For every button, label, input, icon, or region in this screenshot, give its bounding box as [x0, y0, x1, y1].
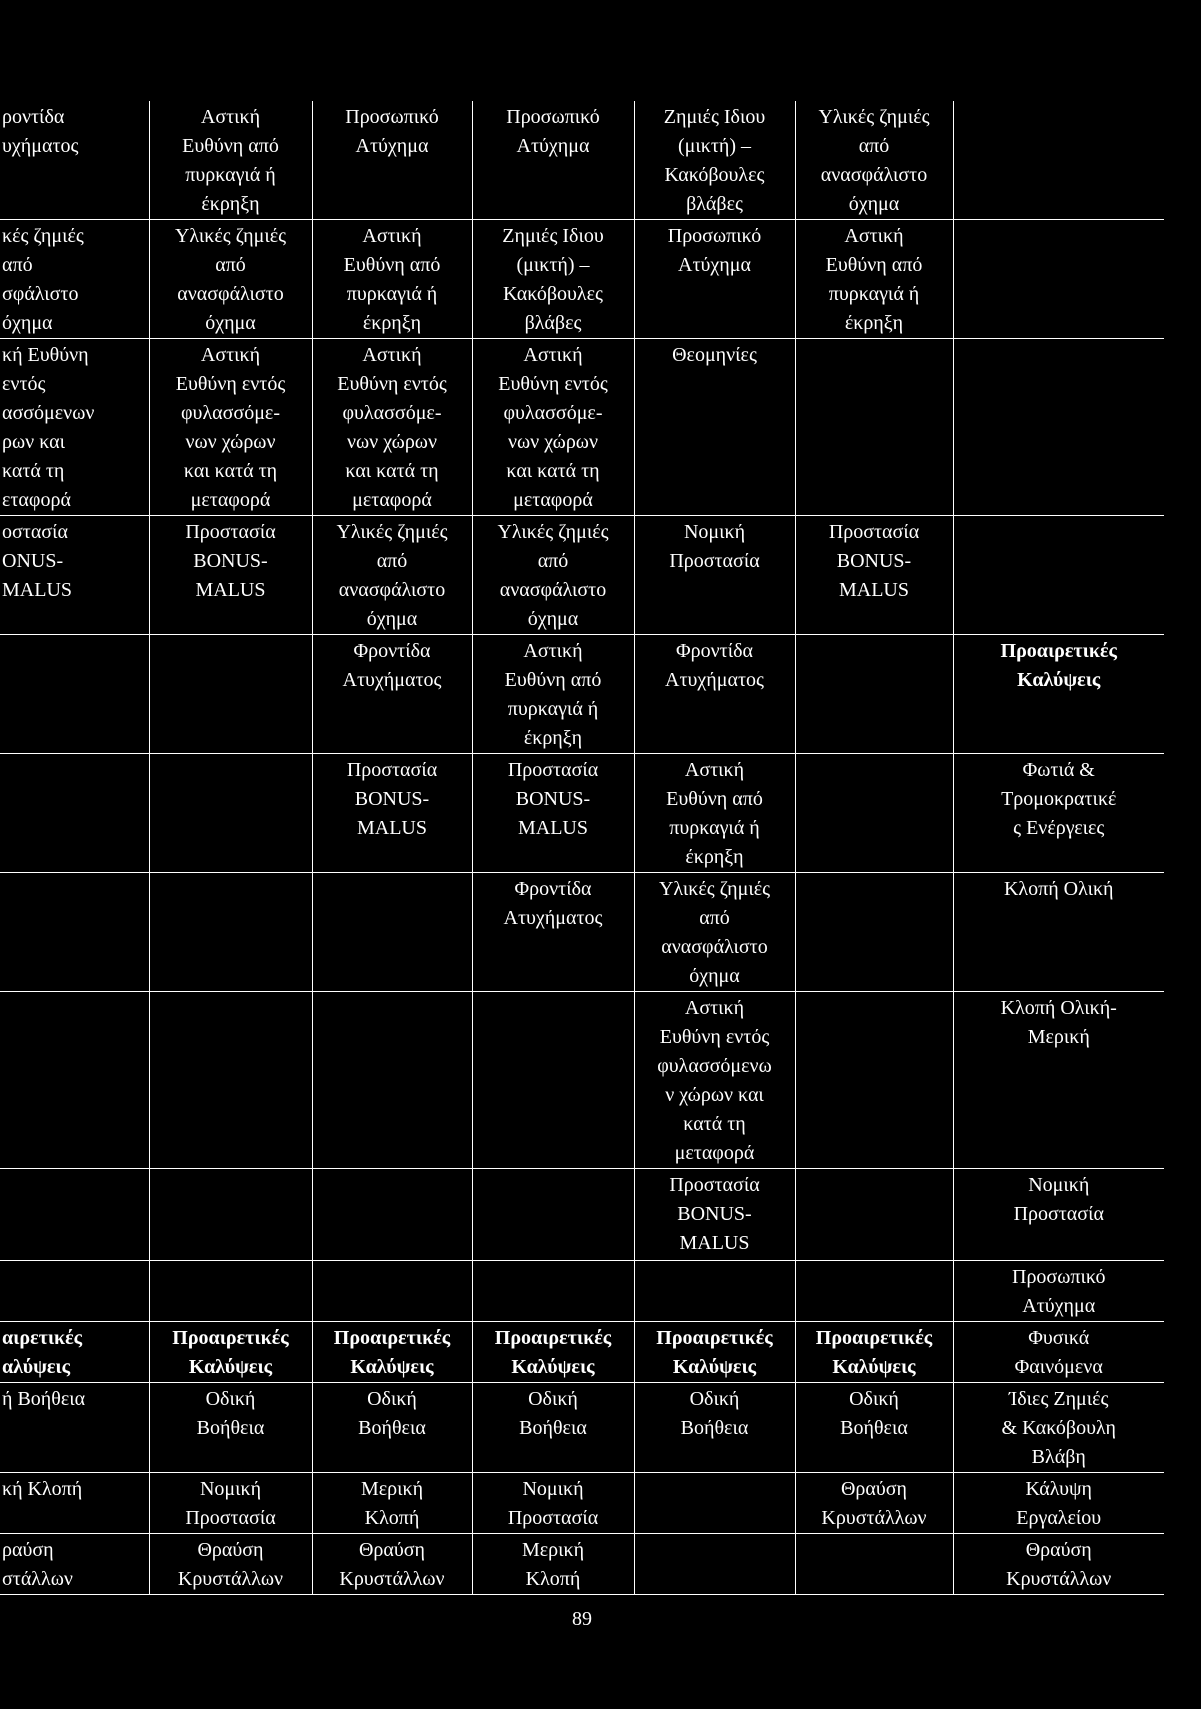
table-cell: Προσωπικό Ατύχημα [634, 220, 795, 339]
table-cell [795, 1169, 953, 1261]
table-cell: Αστική Ευθύνη από πυρκαγιά ή έκρηξη [312, 220, 472, 339]
table-cell [472, 1261, 634, 1322]
table-cell: Θεομηνίες [634, 339, 795, 516]
table-cell: Φροντίδα Ατυχήματος [634, 635, 795, 754]
table-cell: Νομική Προστασία [149, 1473, 312, 1534]
table-cell [953, 220, 1164, 339]
table-cell: Προαιρετικές Καλύψεις [149, 1322, 312, 1383]
table-cell: Αστική Ευθύνη από πυρκαγιά ή έκρηξη [634, 754, 795, 873]
table-cell [795, 754, 953, 873]
table-cell: Υλικές ζημιές από ανασφάλιστο όχημα [795, 101, 953, 220]
table-row [0, 1261, 1164, 1322]
coverage-table-body [0, 101, 1164, 1595]
table-cell: Φροντίδα Ατυχήματος [472, 873, 634, 992]
page-number: 89 [572, 1608, 592, 1630]
table-cell: Κλοπή Ολική- Μερική [953, 992, 1164, 1169]
table-cell: Μερική Κλοπή [472, 1534, 634, 1595]
table-cell: Φυσικά Φαινόμενα [953, 1322, 1164, 1383]
table-cell [795, 635, 953, 754]
table-cell: ροντίδα υχήματος [0, 101, 149, 220]
table-cell [149, 754, 312, 873]
table-cell: Προαιρετικές Καλύψεις [312, 1322, 472, 1383]
table-row [0, 1169, 1164, 1261]
table-cell: Προστασία BONUS- MALUS [472, 754, 634, 873]
table-cell: Αστική Ευθύνη εντός φυλασσόμε- νων χώρων και κατά τη μεταφορά [149, 339, 312, 516]
table-cell: Υλικές ζημιές από ανασφάλιστο όχημα [149, 220, 312, 339]
table-row [0, 516, 1164, 635]
table-cell: Προστασία BONUS- MALUS [149, 516, 312, 635]
table-row [0, 873, 1164, 992]
table-cell: Προαιρετικές Καλύψεις [634, 1322, 795, 1383]
table-cell: Προστασία BONUS- MALUS [634, 1169, 795, 1261]
table-cell [0, 873, 149, 992]
table-cell: κή Ευθύνη εντός ασσόμενων ρων και κατά τη εταφορά [0, 339, 149, 516]
table-cell: Υλικές ζημιές από ανασφάλιστο όχημα [472, 516, 634, 635]
table-cell: Νομική Προστασία [472, 1473, 634, 1534]
table-cell [149, 873, 312, 992]
table-cell: Οδική Βοήθεια [634, 1383, 795, 1473]
table-cell [634, 1261, 795, 1322]
table-cell [0, 1261, 149, 1322]
coverage-table [0, 101, 1164, 1595]
table-row [0, 220, 1164, 339]
table-cell: κή Κλοπή [0, 1473, 149, 1534]
table-cell: Νομική Προστασία [953, 1169, 1164, 1261]
table-cell [312, 873, 472, 992]
table-cell [312, 992, 472, 1169]
table-cell [0, 992, 149, 1169]
table-cell: Οδική Βοήθεια [795, 1383, 953, 1473]
table-cell [953, 516, 1164, 635]
table-cell: Αστική Ευθύνη από πυρκαγιά ή έκρηξη [149, 101, 312, 220]
table-cell: Οδική Βοήθεια [312, 1383, 472, 1473]
table-row [0, 101, 1164, 220]
table-cell: Ζημιές Ιδιου (μικτή) – Κακόβουλες βλάβες [472, 220, 634, 339]
table-cell [634, 1534, 795, 1595]
table-cell: Νομική Προστασία [634, 516, 795, 635]
table-cell: Φωτιά & Τρομοκρατικέ ς Ενέργειες [953, 754, 1164, 873]
table-cell [312, 1169, 472, 1261]
table-cell: Αστική Ευθύνη εντός φυλασσόμε- νων χώρων και κατά τη μεταφορά [472, 339, 634, 516]
table-cell: κές ζημιές από σφάλιστο όχημα [0, 220, 149, 339]
table-row [0, 992, 1164, 1169]
table-cell: ραύση στάλλων [0, 1534, 149, 1595]
table-cell: Ζημιές Ιδιου (μικτή) – Κακόβουλες βλάβες [634, 101, 795, 220]
table-cell: αιρετικές αλύψεις [0, 1322, 149, 1383]
table-row [0, 339, 1164, 516]
table-cell: Προσωπικό Ατύχημα [472, 101, 634, 220]
table-cell: Μερική Κλοπή [312, 1473, 472, 1534]
table-cell [795, 1534, 953, 1595]
table-row [0, 1534, 1164, 1595]
table-cell: Υλικές ζημιές από ανασφάλιστο όχημα [634, 873, 795, 992]
table-cell [795, 1261, 953, 1322]
table-cell: Προαιρετικές Καλύψεις [795, 1322, 953, 1383]
table-cell: Θραύση Κρυστάλλων [149, 1534, 312, 1595]
table-cell: Ίδιες Ζημιές & Κακόβουλη Βλάβη [953, 1383, 1164, 1473]
table-cell [312, 1261, 472, 1322]
table-cell: Οδική Βοήθεια [149, 1383, 312, 1473]
table-cell: Προσωπικό Ατύχημα [953, 1261, 1164, 1322]
table-cell [472, 1169, 634, 1261]
table-cell: Αστική Ευθύνη από πυρκαγιά ή έκρηξη [472, 635, 634, 754]
coverage-table-wrapper [0, 101, 1164, 1595]
table-cell: Προαιρετικές Καλύψεις [472, 1322, 634, 1383]
table-cell: Οδική Βοήθεια [472, 1383, 634, 1473]
table-cell: Προστασία BONUS- MALUS [312, 754, 472, 873]
table-cell [0, 635, 149, 754]
table-cell: ή Βοήθεια [0, 1383, 149, 1473]
table-cell: Προαιρετικές Καλύψεις [953, 635, 1164, 754]
table-cell [634, 1473, 795, 1534]
table-cell [0, 754, 149, 873]
table-cell: Θραύση Κρυστάλλων [795, 1473, 953, 1534]
table-cell [472, 992, 634, 1169]
table-cell: Αστική Ευθύνη από πυρκαγιά ή έκρηξη [795, 220, 953, 339]
table-row [0, 635, 1164, 754]
table-cell: Αστική Ευθύνη εντός φυλασσόμε- νων χώρων και κατά τη μεταφορά [312, 339, 472, 516]
table-cell [149, 1261, 312, 1322]
table-row [0, 1383, 1164, 1473]
table-cell: Κάλυψη Εργαλείου [953, 1473, 1164, 1534]
table-row [0, 1473, 1164, 1534]
table-cell: Φροντίδα Ατυχήματος [312, 635, 472, 754]
table-cell [953, 339, 1164, 516]
table-cell [149, 992, 312, 1169]
table-cell [953, 101, 1164, 220]
table-cell [0, 1169, 149, 1261]
table-cell: Αστική Ευθύνη εντός φυλασσόμενω ν χώρων και κατά τη μεταφορά [634, 992, 795, 1169]
table-row [0, 1322, 1164, 1383]
table-cell [795, 339, 953, 516]
table-cell: Προσωπικό Ατύχημα [312, 101, 472, 220]
table-cell: Θραύση Κρυστάλλων [953, 1534, 1164, 1595]
table-cell [149, 1169, 312, 1261]
table-cell: Κλοπή Ολική [953, 873, 1164, 992]
table-cell [149, 635, 312, 754]
table-cell [795, 873, 953, 992]
table-row [0, 754, 1164, 873]
table-cell: Υλικές ζημιές από ανασφάλιστο όχημα [312, 516, 472, 635]
table-cell: Προστασία BONUS- MALUS [795, 516, 953, 635]
table-cell: οστασία ONUS- MALUS [0, 516, 149, 635]
table-cell [795, 992, 953, 1169]
table-cell: Θραύση Κρυστάλλων [312, 1534, 472, 1595]
